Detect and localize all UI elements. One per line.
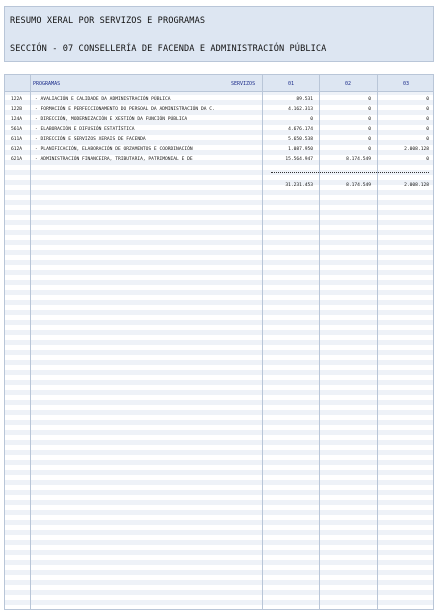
table-header: [5, 75, 433, 92]
header-col-01: 01: [288, 81, 295, 87]
value-02: 0: [368, 107, 371, 112]
value-01: 4.162.313: [288, 107, 313, 112]
value-03: 2.008.128: [404, 147, 429, 152]
value-02: 0: [368, 117, 371, 122]
table-row: [5, 145, 433, 155]
value-02: 8.174.549: [346, 157, 371, 162]
program-code: 612A: [11, 147, 23, 152]
value-01: 1.087.950: [288, 147, 313, 152]
header-col-02: 02: [345, 81, 352, 87]
program-description: - DIRECCIÓN E SERVIZOS XERAIS DE FACENDA: [35, 137, 146, 142]
table-row: [5, 125, 433, 135]
value-03: 0: [426, 107, 429, 112]
value-01: 0: [310, 117, 313, 122]
table-row: [5, 155, 433, 165]
header-servizos: SERVIZOS: [231, 81, 256, 87]
value-01: 15.564.947: [285, 157, 313, 162]
value-03: 0: [426, 127, 429, 132]
report-header: [4, 6, 434, 62]
value-03: 0: [426, 137, 429, 142]
value-02: 0: [368, 97, 371, 102]
program-description: - ADMINISTRACIÓN FINANCEIRA, TRIBUTARIA, PATRIMONIAL E DE: [35, 157, 193, 162]
total-03: 2.008.128: [404, 183, 429, 188]
table-row: [5, 105, 433, 115]
total-02: 8.174.549: [346, 183, 371, 188]
total-01: 31.231.453: [285, 183, 313, 188]
section-title: SECCIÓN - 07 CONSELLERÍA DE FACENDA E ADMINISTRACIÓN PÚBLICA: [10, 44, 327, 54]
report-title: RESUMO XERAL POR SERVIZOS E PROGRAMAS: [10, 16, 206, 26]
program-code: 122B: [11, 107, 23, 112]
table-row: [5, 135, 433, 145]
program-description: - ELABORACIÓN E DIFUSIÓN ESTATÍSTICA: [35, 127, 135, 132]
value-02: 0: [368, 147, 371, 152]
totals-row: [5, 181, 433, 191]
program-code: 561A: [11, 127, 23, 132]
value-02: 0: [368, 127, 371, 132]
table-row: [5, 95, 433, 105]
value-02: 0: [368, 137, 371, 142]
value-03: 0: [426, 157, 429, 162]
program-description: - DIRECCIÓN, MODERNIZACIÓN E XESTIÓN DA FUNCIÓN PÚBLICA: [35, 117, 188, 122]
summary-table: [4, 74, 434, 610]
value-01: 5.650.538: [288, 137, 313, 142]
program-description: - FORMACIÓN E PERFECCIONAMENTO DO PERSOAL DA ADMINISTRACIÓN DA C.: [35, 107, 215, 112]
program-code: 124A: [11, 117, 23, 122]
program-code: 122A: [11, 97, 23, 102]
header-col-03: 03: [403, 81, 410, 87]
value-01: 89.531: [296, 97, 313, 102]
program-description: - PLANIFICACIÓN, ELABORACIÓN DE ORZAMENTOS E COORDINACIÓN: [35, 147, 193, 152]
header-programas: PROGRAMAS: [33, 81, 61, 87]
value-01: 4.676.174: [288, 127, 313, 132]
value-03: 0: [426, 117, 429, 122]
program-code: 621A: [11, 157, 23, 162]
value-03: 0: [426, 97, 429, 102]
total-separator: [271, 172, 429, 173]
table-row: [5, 115, 433, 125]
program-description: - AVALIACIÓN E CALIDADE DA ADMINISTRACIÓN PÚBLICA: [35, 97, 171, 102]
program-code: 611A: [11, 137, 23, 142]
